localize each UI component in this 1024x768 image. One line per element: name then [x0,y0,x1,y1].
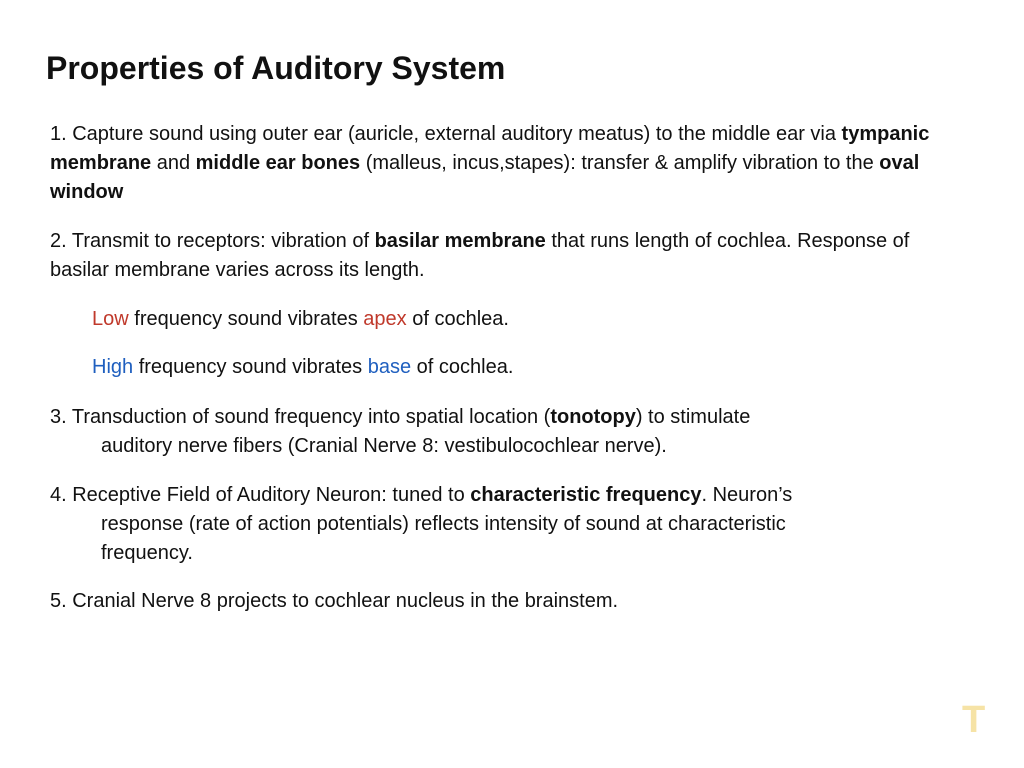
high-text-b: of cochlea. [411,356,514,378]
point-5-text-a: 5. Cranial Nerve 8 projects to cochlear nucleus in the brainstem. [50,590,619,612]
point-4-line-3: frequency. [101,542,193,564]
point-3 [50,403,970,461]
high-word: High [92,356,134,378]
low-word: Low [92,308,129,330]
point-1-text-c: and [151,152,196,174]
apex-word: apex [363,308,407,330]
point-1-bold-tympanic: tympanic membrane [50,123,930,174]
point-4-text-a: 4. Receptive Field of Auditory Neuron: tuned to [50,484,471,506]
corner-t-mark: T [962,699,986,741]
point-2 [50,227,970,285]
point-2-text-c: that runs length of cochlea. Response of basilar membrane varies across its length. [50,230,910,281]
point-1 [50,120,970,207]
high-text-a: frequency sound vibrates [133,356,368,378]
sub-point-high [92,353,972,382]
sub-point-low [92,305,972,334]
point-3-bold-tonotopy: tonotopy [550,406,636,428]
slide-title: Properties of Auditory System [46,50,506,86]
point-4-bold-characteristic: characteristic frequency [470,484,702,506]
point-2-text-a: 2. Transmit to receptors: vibration of [50,230,375,252]
point-1-bold-oval-window: oval window [50,152,920,203]
low-text-a: frequency sound vibrates [128,308,364,330]
point-3-text-a: 3. Transduction of sound frequency into spatial location ( [50,406,551,428]
point-4-line-2: response (rate of action potentials) reflects intensity of sound at characteristic [101,513,786,535]
point-1-text-d: (malleus, incus,stapes): transfer & amplify vibration to the [360,152,880,174]
point-3-line-2: auditory nerve fibers (Cranial Nerve 8: vestibulocochlear nerve). [101,435,667,457]
point-4 [50,481,970,568]
base-word: base [367,356,412,378]
point-5 [50,587,970,616]
point-1-bold-bones: middle ear bones [195,152,361,174]
point-4-text-c: . Neuron’s [701,484,793,506]
point-2-bold-basilar: basilar membrane [374,230,546,252]
point-1-text-a: 1. Capture sound using outer ear (auricle, external auditory meatus) to the middle ear via [50,123,842,145]
low-text-b: of cochlea. [406,308,509,330]
point-3-text-c: ) to stimulate [635,406,751,428]
